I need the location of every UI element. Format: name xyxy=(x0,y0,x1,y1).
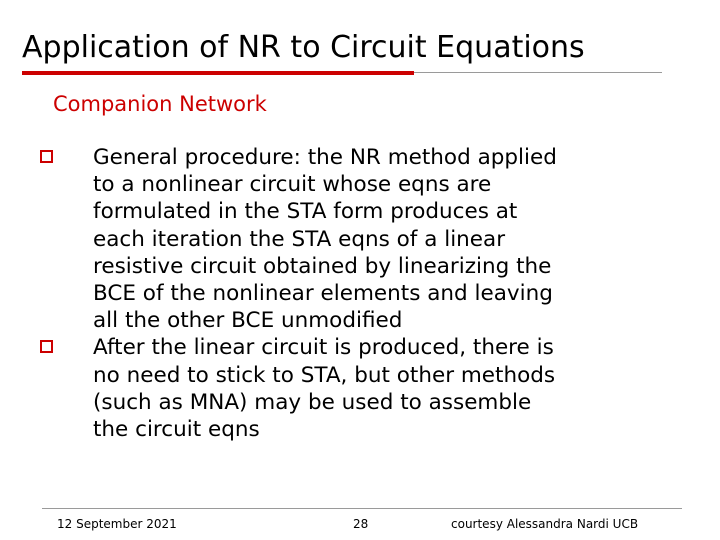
bullet-line: to a nonlinear circuit whose eqns are xyxy=(93,172,492,198)
bullet-line: After the linear circuit is produced, there is xyxy=(93,335,554,361)
bullet-line: all the other BCE unmodified xyxy=(93,308,403,334)
bullet-list xyxy=(40,144,680,443)
slide-title: Application of NR to Circuit Equations xyxy=(22,30,585,65)
bullet-item xyxy=(40,144,680,334)
square-bullet-icon xyxy=(40,150,53,163)
bullet-line: BCE of the nonlinear elements and leaving xyxy=(93,281,553,307)
bullet-item xyxy=(40,334,680,443)
bullet-line: the circuit eqns xyxy=(93,417,260,443)
title-underline xyxy=(22,71,662,75)
title-underline-accent xyxy=(22,71,414,75)
square-bullet-icon xyxy=(40,340,53,353)
bullet-text xyxy=(93,144,680,334)
bullet-line: resistive circuit obtained by linearizing the xyxy=(93,253,552,279)
bullet-line: formulated in the STA form produces at xyxy=(93,199,518,225)
footer-page-number: 28 xyxy=(353,517,369,531)
footer-date: 12 September 2021 xyxy=(57,517,177,531)
footer-divider xyxy=(42,508,682,509)
bullet-line: General procedure: the NR method applied xyxy=(93,145,557,170)
bullet-line: (such as MNA) may be used to assemble xyxy=(93,389,532,415)
slide-subtitle: Companion Network xyxy=(53,92,267,116)
title-underline-rest xyxy=(414,72,662,73)
bullet-text xyxy=(93,334,680,443)
bullet-line: no need to stick to STA, but other methods xyxy=(93,362,556,388)
footer-credit: courtesy Alessandra Nardi UCB xyxy=(451,517,639,531)
bullet-line: each iteration the STA eqns of a linear xyxy=(93,226,506,252)
